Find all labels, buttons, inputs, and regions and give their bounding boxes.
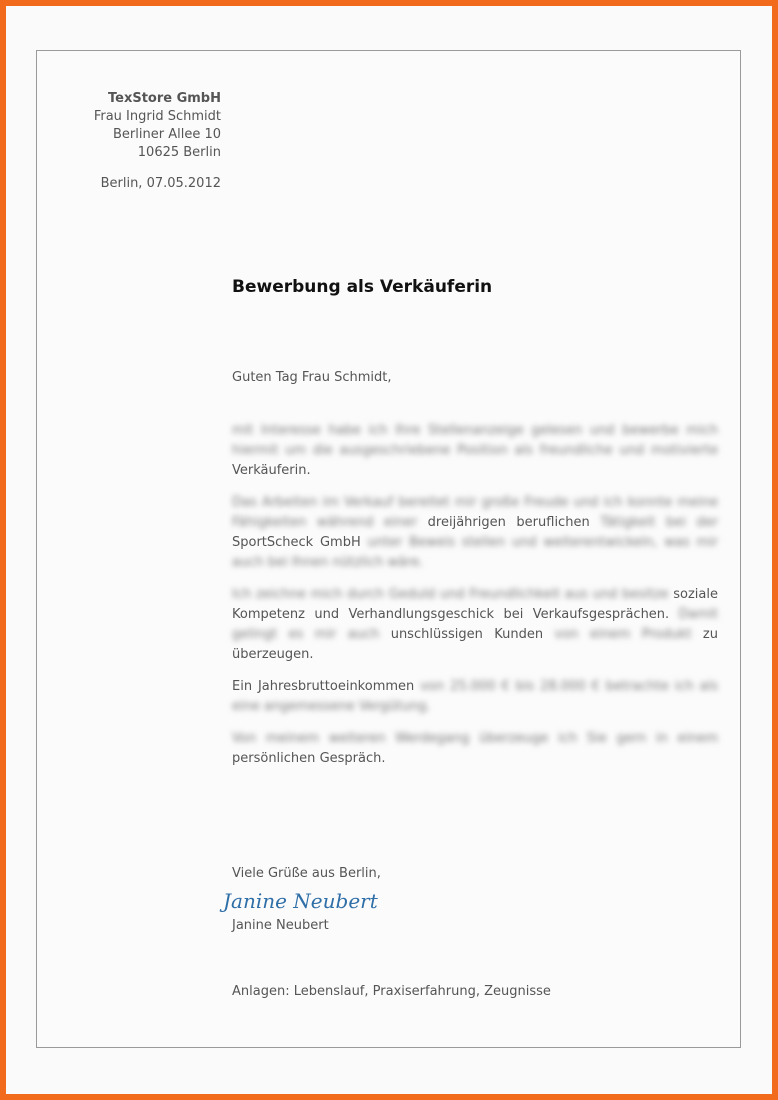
paragraph-2-text-c: SportScheck GmbH — [232, 535, 361, 550]
recipient-contact: Frau Ingrid Schmidt — [93, 109, 221, 124]
letter-subject: Bewerbung als Verkäuferin — [232, 277, 493, 297]
blurred-text: unter Beweis stellen und weiterentwickeln, was mir auch bei Ihnen nützlich wäre. — [232, 535, 718, 570]
blurred-text: Damit gelingt es mir auch — [232, 607, 718, 642]
blurred-text: Das Arbeiten im Verkauf bereitet mir große Freude und ich konnte meine Fähigkeiten während einer — [232, 495, 718, 530]
paragraph-3-text-c: unschlüssigen Kunden — [390, 627, 544, 642]
paragraph-5 — [232, 729, 718, 769]
letter-date: Berlin, 07.05.2012 — [100, 176, 221, 191]
paragraph-3-text-d: zu überzeugen. — [232, 627, 718, 662]
handwritten-signature: Janine Neubert — [223, 889, 378, 913]
blurred-text: Ich zeichne mich durch Geduld und Freundlichkeit aus und besitze — [232, 587, 669, 602]
paragraph-4-text-a: Ein Jahresbruttoeinkommen — [232, 679, 415, 694]
recipient-street: Berliner Allee 10 — [113, 127, 221, 142]
letter-page — [36, 50, 741, 1048]
salutation: Guten Tag Frau Schmidt, — [232, 370, 392, 385]
signature-name: Janine Neubert — [232, 918, 329, 933]
paragraph-3-text-a: soziale Kompetenz und Verhandlungsgeschick bei — [232, 587, 718, 622]
recipient-address-block — [94, 90, 221, 162]
paragraph-3-text-b: Verkaufsgesprächen. — [532, 607, 670, 622]
paragraph-2-text-b: beruflichen — [516, 515, 590, 530]
blurred-text: von 25.000 € bis 28.000 € betrachte ich als eine angemessene Vergütung. — [232, 679, 719, 714]
recipient-city: 10625 Berlin — [137, 145, 221, 160]
closing-line: Viele Grüße aus Berlin, — [232, 866, 381, 881]
letter-body — [232, 421, 718, 781]
blurred-text: mit Interesse habe ich Ihre Stellenanzeige gelesen und bewerbe mich hiermit um die ausgeschriebene Position als freundliche und motivierte — [232, 423, 718, 458]
blurred-text: Von meinem weiteren Werdegang überzeuge ich Sie gern in einem — [232, 731, 718, 746]
paragraph-2 — [232, 493, 718, 573]
paragraph-1-end: Verkäuferin. — [232, 463, 311, 478]
paragraph-4 — [232, 677, 718, 717]
recipient-company: TexStore GmbH — [107, 91, 221, 106]
paragraph-3 — [232, 585, 718, 665]
enclosures-line: Anlagen: Lebenslauf, Praxiserfahrung, Zeugnisse — [232, 984, 551, 999]
paragraph-1 — [232, 421, 718, 481]
blurred-text: von einem Produkt — [554, 627, 692, 642]
paragraph-2-text-a: dreijährigen — [427, 515, 506, 530]
paragraph-5-text-b: Gespräch. — [319, 751, 386, 766]
blurred-text: Tätigkeit bei der — [600, 515, 718, 530]
paragraph-5-text-a: persönlichen — [232, 751, 316, 766]
